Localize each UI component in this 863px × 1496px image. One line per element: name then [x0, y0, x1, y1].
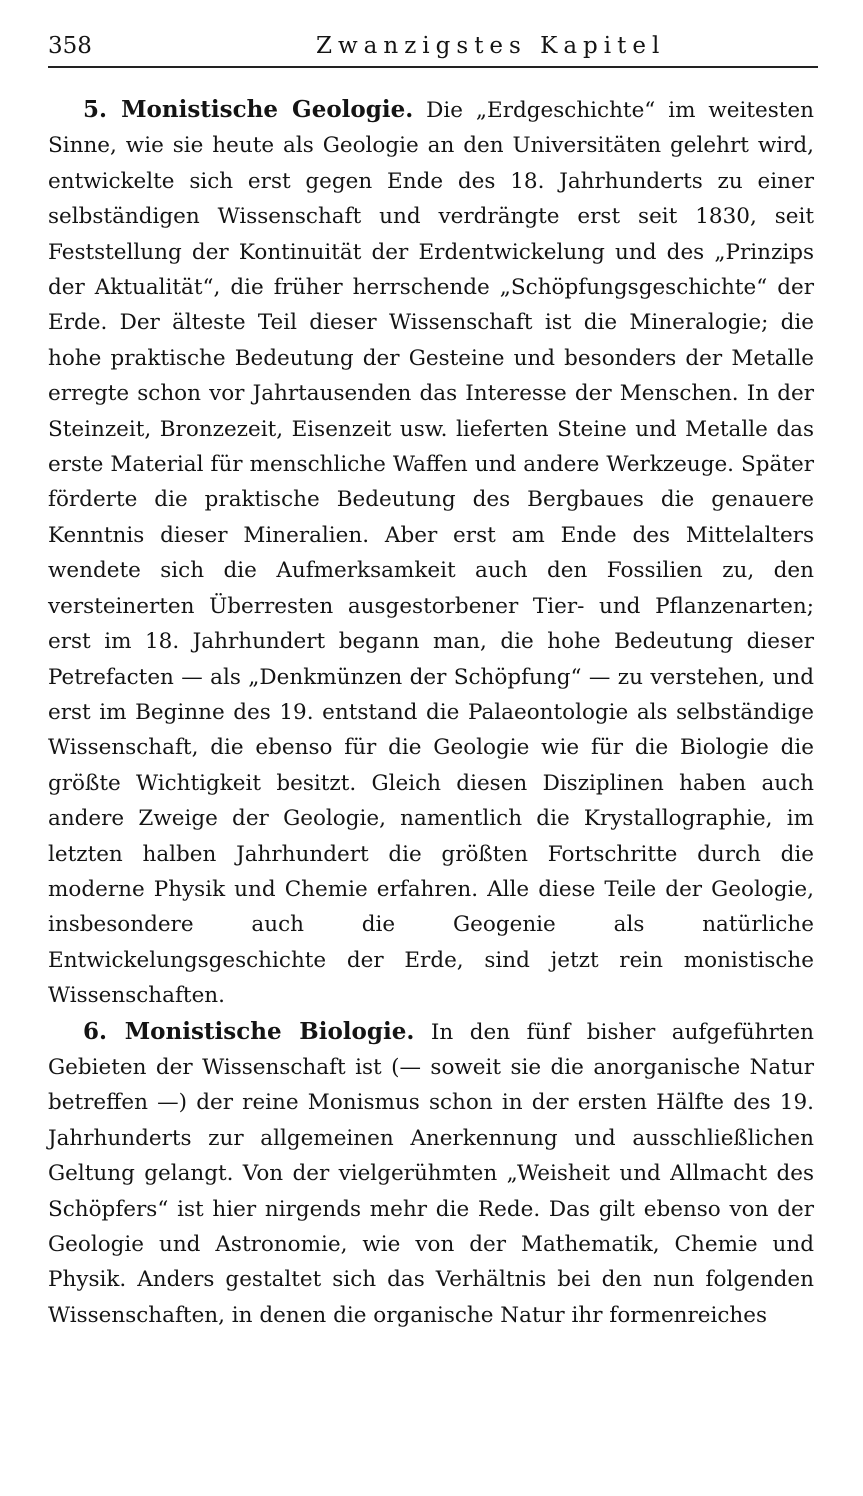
- running-title: Zwanzigstes Kapitel: [316, 33, 666, 59]
- section-biologie: [48, 1014, 814, 1334]
- page-header: [48, 30, 818, 68]
- section-text-biologie: In den fünf bisher aufgeführten Gebieten der Wissenschaft ist (— soweit sie die anorganische Natur betreffen —) der reine Monismus schon in der ersten Hälfte des 19. Jahrhunderts zur allgemeinen Anerkennung und ausschließlichen Geltung gelangt. Von der vielgerühmten „Weisheit und Allmacht des Schöpfers“ ist hier nirgends mehr die Rede. Das gilt ebenso von der Geologie und Astronomie, wie von der Mathematik, Chemie und Physik. Anders gestaltet sich das Verhältnis bei den nun folgenden Wissenschaften, in denen die organische Natur ihr formenreiches: [48, 1019, 815, 1328]
- page-body: [48, 92, 814, 1333]
- section-heading-biologie: 6. Monistische Biologie.: [83, 1017, 415, 1045]
- section-geologie: [48, 92, 814, 1014]
- page-number: 358: [48, 33, 92, 59]
- section-text-geologie: Die „Erdgeschichte“ im weitesten Sinne, wie sie heute als Geologie an den Universitäten gelehrt wird, entwickelte sich erst gegen Ende des 18. Jahrhunderts zu einer selbständigen Wissenschaft und verdrängte erst seit 1830, seit Feststellung der Kontinuität der Erdentwickelung und des „Prinzips der Aktualität“, die früher herrschende „Schöpfungsgeschichte“ der Erde. Der älteste Teil dieser Wissenschaft ist die Mineralogie; die hohe praktische Bedeutung der Gesteine und besonders der Metalle erregte schon vor Jahrtausenden das Interesse der Menschen. In der Steinzeit, Bronzezeit, Eisenzeit usw. lieferten Steine und Metalle das erste Material für menschliche Waffen und andere Werkzeuge. Später förderte die praktische Bedeutung des Bergbaues die genauere Kenntnis dieser Mineralien. Aber erst am Ende des Mittelalters wendete sich die Aufmerksamkeit auch den Fossilien zu, den versteinerten Überresten ausgestorbener Tier- und Pflanzenarten; erst im 18. Jahrhundert begann man, die hohe Bedeutung dieser Petrefacten — als „Denkmünzen der Schöpfung“ — zu verstehen, und erst im Beginne des 19. entstand die Palaeontologie als selbständige Wissenschaft, die ebenso für die Geologie wie für die Biologie die größte Wichtigkeit besitzt. Gleich diesen Disziplinen haben auch andere Zweige der Geologie, namentlich die Krystallographie, im letzten halben Jahrhundert die größten Fortschritte durch die moderne Physik und Chemie erfahren. Alle diese Teile der Geologie, insbesondere auch die Geogenie als natürliche Entwickelungsgeschichte der Erde, sind jetzt rein monistische Wissenschaften.: [48, 98, 814, 1009]
- section-heading-geologie: 5. Monistische Geologie.: [83, 96, 414, 123]
